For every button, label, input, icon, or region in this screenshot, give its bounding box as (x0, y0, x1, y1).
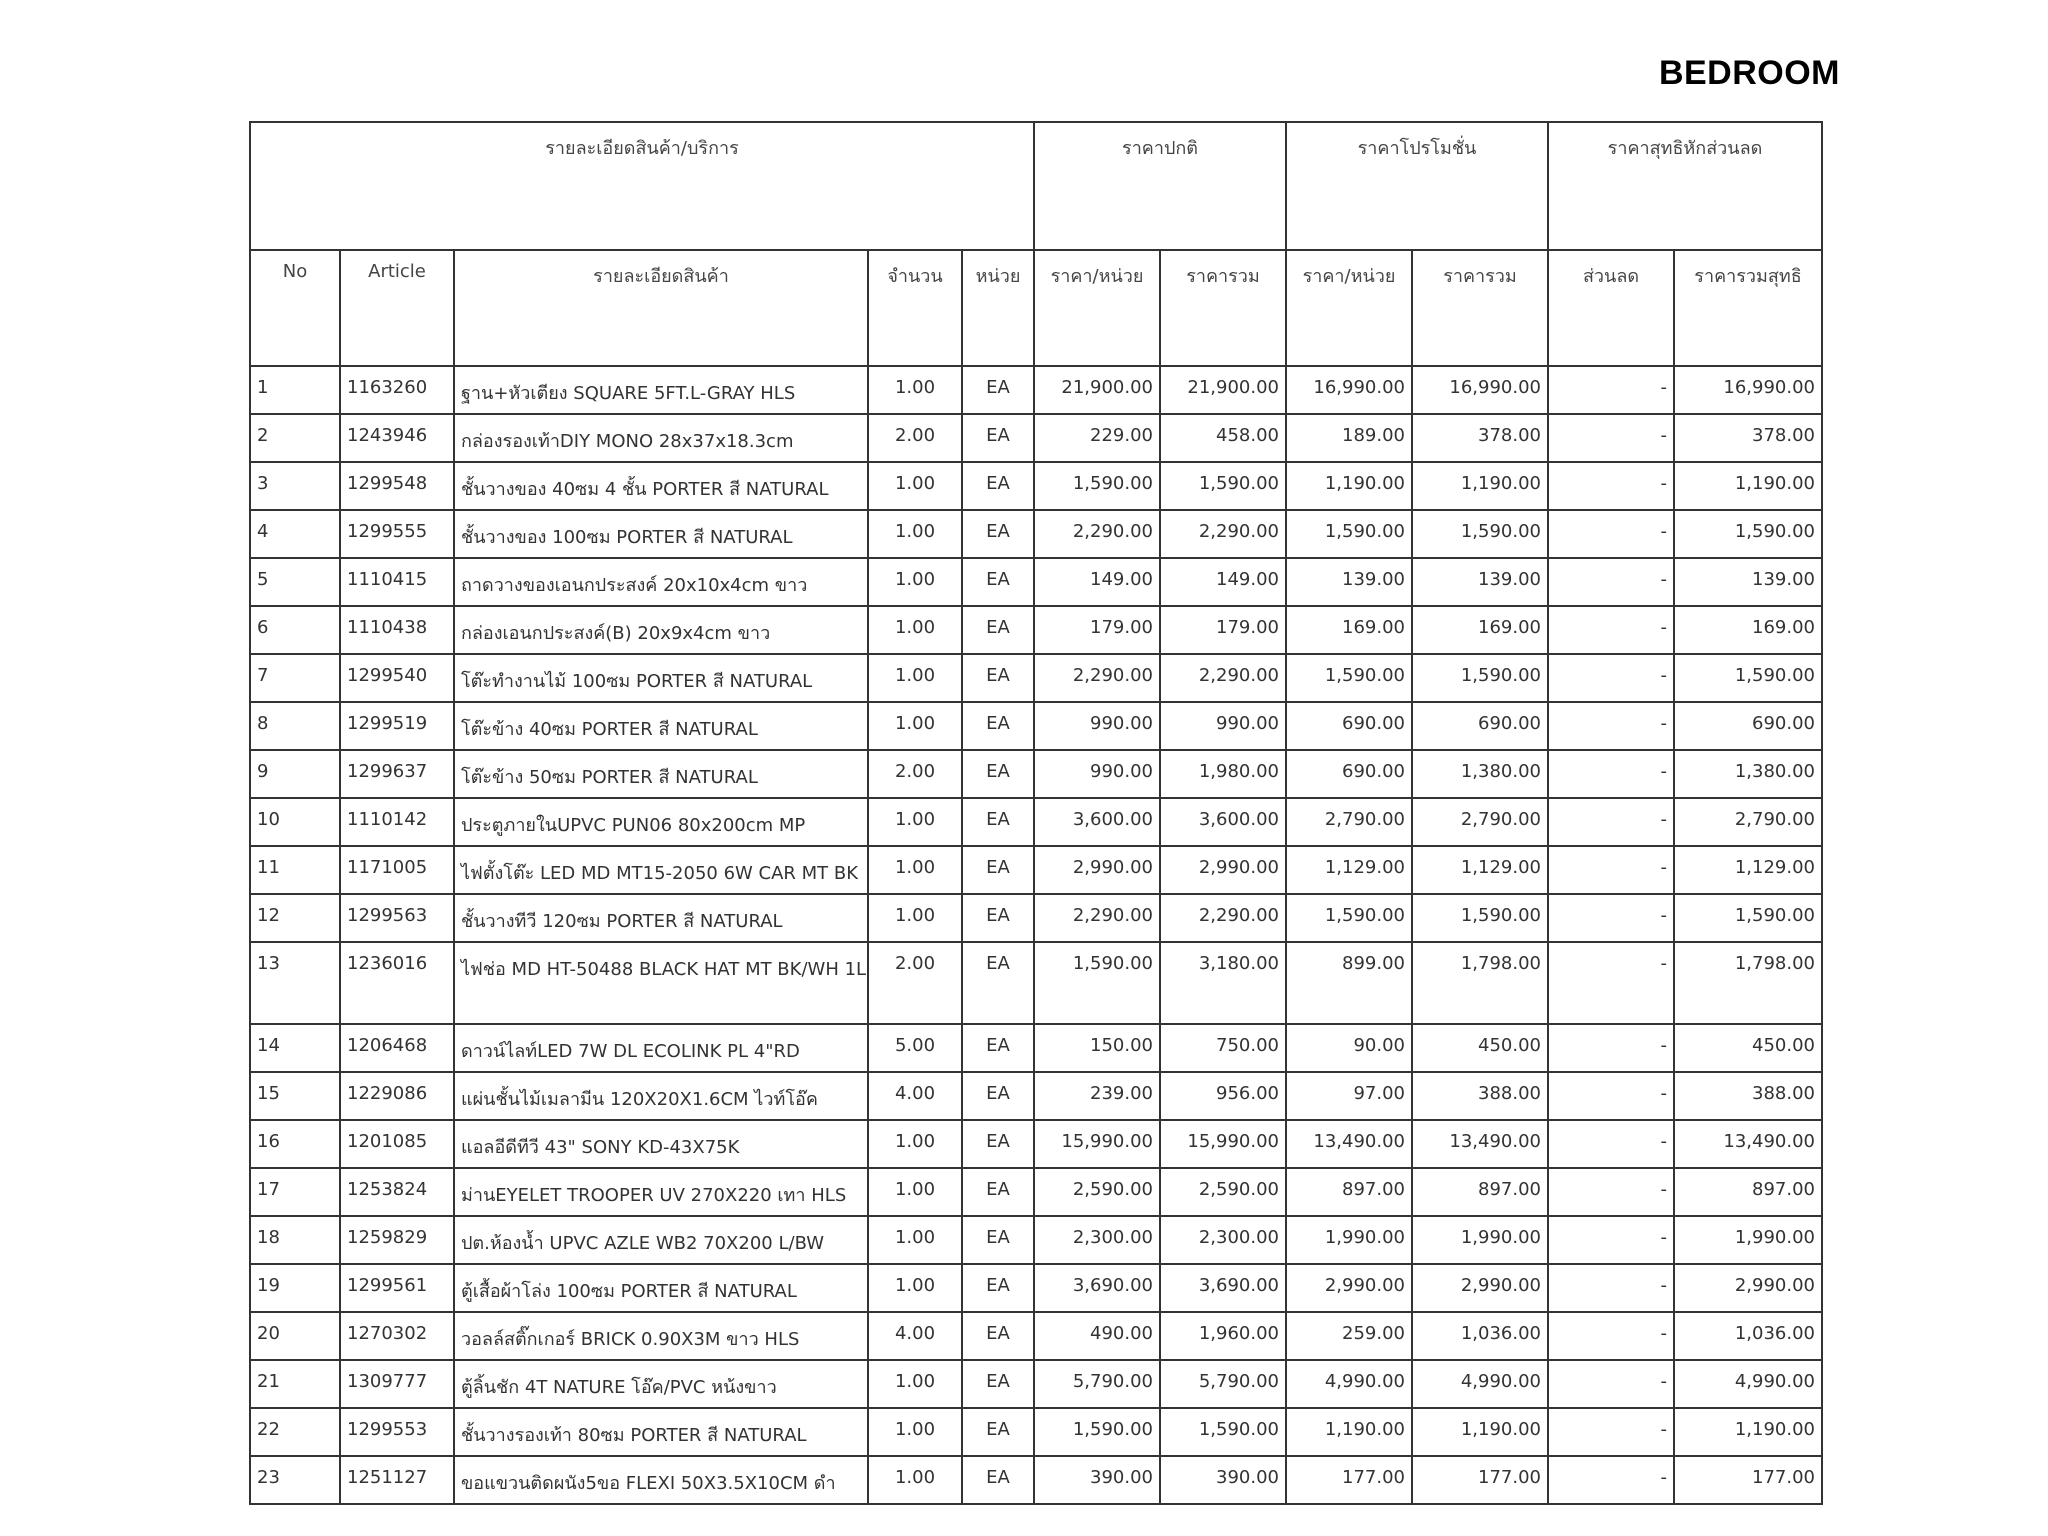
cell-normal-unit-price: 390.00 (1034, 1456, 1160, 1504)
cell-discount: - (1548, 1408, 1674, 1456)
cell-unit: EA (962, 558, 1034, 606)
cell-no: 20 (250, 1312, 340, 1360)
group-header-row (250, 122, 1822, 250)
cell-promo-unit-price: 16,990.00 (1286, 366, 1412, 414)
cell-unit: EA (962, 942, 1034, 1024)
cell-normal-total: 2,290.00 (1160, 894, 1286, 942)
cell-discount: - (1548, 1264, 1674, 1312)
cell-unit: EA (962, 894, 1034, 942)
cell-normal-unit-price: 2,990.00 (1034, 846, 1160, 894)
cell-unit: EA (962, 750, 1034, 798)
cell-promo-total: 1,590.00 (1412, 654, 1548, 702)
cell-no: 23 (250, 1456, 340, 1504)
cell-promo-unit-price: 2,790.00 (1286, 798, 1412, 846)
column-header-qty: จำนวน (868, 250, 962, 366)
cell-net-total: 2,990.00 (1674, 1264, 1822, 1312)
cell-article: 1243946 (340, 414, 454, 462)
cell-promo-unit-price: 1,190.00 (1286, 462, 1412, 510)
cell-normal-total: 1,960.00 (1160, 1312, 1286, 1360)
cell-normal-unit-price: 2,300.00 (1034, 1216, 1160, 1264)
cell-description: ไฟตั้งโต๊ะ LED MD MT15-2050 6W CAR MT BK (454, 846, 868, 894)
cell-no: 14 (250, 1024, 340, 1072)
cell-discount: - (1548, 462, 1674, 510)
cell-net-total: 13,490.00 (1674, 1120, 1822, 1168)
cell-normal-unit-price: 990.00 (1034, 702, 1160, 750)
cell-normal-total: 21,900.00 (1160, 366, 1286, 414)
cell-no: 4 (250, 510, 340, 558)
cell-article: 1163260 (340, 366, 454, 414)
cell-qty: 1.00 (868, 1216, 962, 1264)
column-header-unit: หน่วย (962, 250, 1034, 366)
cell-qty: 1.00 (868, 558, 962, 606)
cell-no: 1 (250, 366, 340, 414)
cell-unit: EA (962, 1168, 1034, 1216)
cell-promo-unit-price: 177.00 (1286, 1456, 1412, 1504)
cell-article: 1299555 (340, 510, 454, 558)
column-header-normal-unit-price: ราคา/หน่วย (1034, 250, 1160, 366)
cell-description: ประตูภายในUPVC PUN06 80x200cm MP (454, 798, 868, 846)
cell-promo-total: 897.00 (1412, 1168, 1548, 1216)
column-header-normal-total: ราคารวม (1160, 250, 1286, 366)
cell-normal-unit-price: 2,290.00 (1034, 510, 1160, 558)
cell-article: 1236016 (340, 942, 454, 1024)
cell-article: 1201085 (340, 1120, 454, 1168)
group-header-normal-price: ราคาปกติ (1034, 122, 1286, 250)
cell-normal-unit-price: 149.00 (1034, 558, 1160, 606)
cell-qty: 2.00 (868, 414, 962, 462)
cell-article: 1299561 (340, 1264, 454, 1312)
cell-discount: - (1548, 510, 1674, 558)
cell-discount: - (1548, 654, 1674, 702)
cell-discount: - (1548, 558, 1674, 606)
cell-unit: EA (962, 1024, 1034, 1072)
cell-unit: EA (962, 414, 1034, 462)
cell-net-total: 1,990.00 (1674, 1216, 1822, 1264)
cell-promo-unit-price: 1,590.00 (1286, 894, 1412, 942)
cell-promo-total: 378.00 (1412, 414, 1548, 462)
cell-qty: 2.00 (868, 750, 962, 798)
cell-promo-unit-price: 259.00 (1286, 1312, 1412, 1360)
cell-qty: 1.00 (868, 1264, 962, 1312)
table-row (250, 558, 1822, 606)
cell-unit: EA (962, 366, 1034, 414)
cell-description: กล่องเอนกประสงค์(B) 20x9x4cm ขาว (454, 606, 868, 654)
table-row (250, 462, 1822, 510)
cell-no: 9 (250, 750, 340, 798)
cell-promo-total: 2,990.00 (1412, 1264, 1548, 1312)
cell-qty: 1.00 (868, 702, 962, 750)
cell-promo-unit-price: 1,190.00 (1286, 1408, 1412, 1456)
cell-no: 5 (250, 558, 340, 606)
cell-net-total: 690.00 (1674, 702, 1822, 750)
cell-promo-total: 1,590.00 (1412, 510, 1548, 558)
cell-qty: 4.00 (868, 1312, 962, 1360)
cell-promo-unit-price: 899.00 (1286, 942, 1412, 1024)
cell-article: 1309777 (340, 1360, 454, 1408)
cell-promo-unit-price: 13,490.00 (1286, 1120, 1412, 1168)
cell-promo-total: 1,036.00 (1412, 1312, 1548, 1360)
cell-article: 1110415 (340, 558, 454, 606)
cell-promo-total: 1,190.00 (1412, 462, 1548, 510)
cell-normal-total: 990.00 (1160, 702, 1286, 750)
cell-description: ชั้นวางรองเท้า 80ซม PORTER สี NATURAL (454, 1408, 868, 1456)
table-body (250, 366, 1822, 1504)
table-row (250, 1360, 1822, 1408)
cell-normal-total: 1,590.00 (1160, 462, 1286, 510)
cell-net-total: 378.00 (1674, 414, 1822, 462)
cell-promo-total: 177.00 (1412, 1456, 1548, 1504)
cell-promo-total: 1,380.00 (1412, 750, 1548, 798)
cell-discount: - (1548, 1168, 1674, 1216)
cell-qty: 1.00 (868, 1408, 962, 1456)
cell-discount: - (1548, 1024, 1674, 1072)
cell-net-total: 16,990.00 (1674, 366, 1822, 414)
cell-promo-unit-price: 90.00 (1286, 1024, 1412, 1072)
cell-qty: 1.00 (868, 894, 962, 942)
cell-description: โต๊ะข้าง 50ซม PORTER สี NATURAL (454, 750, 868, 798)
cell-qty: 1.00 (868, 846, 962, 894)
table-row (250, 1312, 1822, 1360)
cell-discount: - (1548, 366, 1674, 414)
cell-promo-total: 1,129.00 (1412, 846, 1548, 894)
cell-unit: EA (962, 1216, 1034, 1264)
table-row (250, 1024, 1822, 1072)
cell-discount: - (1548, 1312, 1674, 1360)
cell-normal-total: 458.00 (1160, 414, 1286, 462)
cell-net-total: 1,380.00 (1674, 750, 1822, 798)
cell-normal-unit-price: 2,590.00 (1034, 1168, 1160, 1216)
cell-description: ไฟช่อ MD HT-50488 BLACK HAT MT BK/WH 1L (454, 942, 868, 1024)
cell-article: 1299519 (340, 702, 454, 750)
cell-qty: 1.00 (868, 366, 962, 414)
cell-normal-total: 3,690.00 (1160, 1264, 1286, 1312)
cell-promo-unit-price: 4,990.00 (1286, 1360, 1412, 1408)
cell-promo-unit-price: 97.00 (1286, 1072, 1412, 1120)
cell-promo-unit-price: 1,590.00 (1286, 654, 1412, 702)
cell-qty: 1.00 (868, 1456, 962, 1504)
cell-promo-total: 169.00 (1412, 606, 1548, 654)
cell-normal-total: 2,300.00 (1160, 1216, 1286, 1264)
cell-net-total: 177.00 (1674, 1456, 1822, 1504)
column-header-article: Article (340, 250, 454, 366)
cell-promo-unit-price: 139.00 (1286, 558, 1412, 606)
cell-normal-unit-price: 2,290.00 (1034, 894, 1160, 942)
cell-unit: EA (962, 1408, 1034, 1456)
table-row (250, 942, 1822, 1024)
cell-normal-unit-price: 990.00 (1034, 750, 1160, 798)
cell-no: 6 (250, 606, 340, 654)
cell-normal-total: 15,990.00 (1160, 1120, 1286, 1168)
cell-normal-unit-price: 21,900.00 (1034, 366, 1160, 414)
cell-promo-unit-price: 2,990.00 (1286, 1264, 1412, 1312)
cell-normal-unit-price: 1,590.00 (1034, 1408, 1160, 1456)
cell-no: 13 (250, 942, 340, 1024)
cell-description: แผ่นชั้นไม้เมลามีน 120X20X1.6CM ไวท์โอ๊ค (454, 1072, 868, 1120)
cell-normal-unit-price: 179.00 (1034, 606, 1160, 654)
cell-no: 15 (250, 1072, 340, 1120)
column-header-promo-total: ราคารวม (1412, 250, 1548, 366)
cell-normal-total: 149.00 (1160, 558, 1286, 606)
cell-qty: 1.00 (868, 798, 962, 846)
cell-article: 1299540 (340, 654, 454, 702)
cell-qty: 5.00 (868, 1024, 962, 1072)
cell-normal-total: 3,180.00 (1160, 942, 1286, 1024)
cell-normal-unit-price: 490.00 (1034, 1312, 1160, 1360)
cell-promo-unit-price: 169.00 (1286, 606, 1412, 654)
cell-normal-unit-price: 1,590.00 (1034, 462, 1160, 510)
cell-promo-total: 2,790.00 (1412, 798, 1548, 846)
table-row (250, 798, 1822, 846)
table-row (250, 366, 1822, 414)
cell-unit: EA (962, 462, 1034, 510)
cell-normal-unit-price: 3,690.00 (1034, 1264, 1160, 1312)
cell-net-total: 1,190.00 (1674, 1408, 1822, 1456)
table-row (250, 1072, 1822, 1120)
cell-unit: EA (962, 606, 1034, 654)
table-row (250, 1264, 1822, 1312)
cell-net-total: 169.00 (1674, 606, 1822, 654)
table-row (250, 894, 1822, 942)
table-row (250, 750, 1822, 798)
cell-normal-unit-price: 3,600.00 (1034, 798, 1160, 846)
column-header-net-total: ราคารวมสุทธิ (1674, 250, 1822, 366)
column-header-discount: ส่วนลด (1548, 250, 1674, 366)
cell-no: 2 (250, 414, 340, 462)
cell-no: 3 (250, 462, 340, 510)
cell-qty: 1.00 (868, 1120, 962, 1168)
cell-no: 12 (250, 894, 340, 942)
cell-net-total: 1,590.00 (1674, 654, 1822, 702)
cell-unit: EA (962, 1456, 1034, 1504)
cell-discount: - (1548, 1456, 1674, 1504)
cell-normal-total: 179.00 (1160, 606, 1286, 654)
cell-unit: EA (962, 1312, 1034, 1360)
cell-no: 10 (250, 798, 340, 846)
cell-description: ชั้นวางทีวี 120ซม PORTER สี NATURAL (454, 894, 868, 942)
cell-discount: - (1548, 1360, 1674, 1408)
cell-normal-total: 2,290.00 (1160, 510, 1286, 558)
cell-unit: EA (962, 798, 1034, 846)
cell-qty: 1.00 (868, 1168, 962, 1216)
cell-unit: EA (962, 654, 1034, 702)
table-row (250, 702, 1822, 750)
cell-unit: EA (962, 1072, 1034, 1120)
cell-promo-total: 450.00 (1412, 1024, 1548, 1072)
cell-article: 1299637 (340, 750, 454, 798)
table-row (250, 1120, 1822, 1168)
cell-qty: 1.00 (868, 606, 962, 654)
table-row (250, 414, 1822, 462)
cell-net-total: 1,036.00 (1674, 1312, 1822, 1360)
cell-unit: EA (962, 1120, 1034, 1168)
table-row (250, 1216, 1822, 1264)
cell-promo-unit-price: 189.00 (1286, 414, 1412, 462)
cell-promo-unit-price: 690.00 (1286, 750, 1412, 798)
cell-article: 1253824 (340, 1168, 454, 1216)
cell-article: 1299553 (340, 1408, 454, 1456)
cell-discount: - (1548, 942, 1674, 1024)
cell-promo-total: 4,990.00 (1412, 1360, 1548, 1408)
table-row (250, 510, 1822, 558)
cell-description: กล่องรองเท้าDIY MONO 28x37x18.3cm (454, 414, 868, 462)
cell-net-total: 2,790.00 (1674, 798, 1822, 846)
cell-net-total: 1,190.00 (1674, 462, 1822, 510)
cell-unit: EA (962, 1264, 1034, 1312)
cell-description: ม่านEYELET TROOPER UV 270X220 เทา HLS (454, 1168, 868, 1216)
cell-description: ขอแขวนติดผนัง5ขอ FLEXI 50X3.5X10CM ดำ (454, 1456, 868, 1504)
column-header-promo-unit-price: ราคา/หน่วย (1286, 250, 1412, 366)
cell-normal-total: 1,590.00 (1160, 1408, 1286, 1456)
cell-article: 1110142 (340, 798, 454, 846)
cell-normal-total: 2,290.00 (1160, 654, 1286, 702)
cell-discount: - (1548, 606, 1674, 654)
price-table (249, 121, 1823, 1505)
cell-promo-total: 16,990.00 (1412, 366, 1548, 414)
cell-description: วอลล์สติ๊กเกอร์ BRICK 0.90X3M ขาว HLS (454, 1312, 868, 1360)
cell-discount: - (1548, 798, 1674, 846)
cell-discount: - (1548, 414, 1674, 462)
cell-normal-unit-price: 2,290.00 (1034, 654, 1160, 702)
cell-promo-unit-price: 690.00 (1286, 702, 1412, 750)
cell-article: 1251127 (340, 1456, 454, 1504)
cell-net-total: 139.00 (1674, 558, 1822, 606)
cell-promo-total: 1,190.00 (1412, 1408, 1548, 1456)
cell-article: 1270302 (340, 1312, 454, 1360)
cell-unit: EA (962, 510, 1034, 558)
cell-no: 22 (250, 1408, 340, 1456)
cell-qty: 1.00 (868, 654, 962, 702)
cell-description: ตู้ลิ้นชัก 4T NATURE โอ๊ค/PVC หน้งขาว (454, 1360, 868, 1408)
cell-promo-total: 1,798.00 (1412, 942, 1548, 1024)
cell-no: 16 (250, 1120, 340, 1168)
table-row (250, 1408, 1822, 1456)
cell-article: 1171005 (340, 846, 454, 894)
cell-qty: 1.00 (868, 510, 962, 558)
cell-no: 18 (250, 1216, 340, 1264)
cell-normal-unit-price: 5,790.00 (1034, 1360, 1160, 1408)
cell-normal-total: 1,980.00 (1160, 750, 1286, 798)
group-header-net-price: ราคาสุทธิหักส่วนลด (1548, 122, 1822, 250)
cell-normal-unit-price: 1,590.00 (1034, 942, 1160, 1024)
cell-article: 1110438 (340, 606, 454, 654)
column-header-description: รายละเอียดสินค้า (454, 250, 868, 366)
cell-net-total: 1,590.00 (1674, 894, 1822, 942)
cell-no: 7 (250, 654, 340, 702)
cell-normal-total: 2,990.00 (1160, 846, 1286, 894)
cell-description: โต๊ะทำงานไม้ 100ซม PORTER สี NATURAL (454, 654, 868, 702)
cell-discount: - (1548, 894, 1674, 942)
cell-description: แอลอีดีทีวี 43" SONY KD-43X75K (454, 1120, 868, 1168)
cell-description: ปต.ห้องน้ำ UPVC AZLE WB2 70X200 L/BW (454, 1216, 868, 1264)
cell-promo-unit-price: 1,129.00 (1286, 846, 1412, 894)
cell-qty: 1.00 (868, 462, 962, 510)
cell-net-total: 1,798.00 (1674, 942, 1822, 1024)
cell-no: 11 (250, 846, 340, 894)
cell-discount: - (1548, 750, 1674, 798)
cell-normal-total: 956.00 (1160, 1072, 1286, 1120)
cell-description: ฐาน+หัวเตียง SQUARE 5FT.L-GRAY HLS (454, 366, 868, 414)
cell-promo-total: 690.00 (1412, 702, 1548, 750)
table-row (250, 1456, 1822, 1504)
cell-discount: - (1548, 702, 1674, 750)
cell-article: 1229086 (340, 1072, 454, 1120)
cell-discount: - (1548, 1120, 1674, 1168)
cell-description: ถาดวางของเอนกประสงค์ 20x10x4cm ขาว (454, 558, 868, 606)
cell-net-total: 450.00 (1674, 1024, 1822, 1072)
cell-normal-unit-price: 229.00 (1034, 414, 1160, 462)
cell-discount: - (1548, 846, 1674, 894)
cell-normal-total: 2,590.00 (1160, 1168, 1286, 1216)
cell-net-total: 1,590.00 (1674, 510, 1822, 558)
group-header-promo-price: ราคาโปรโมชั่น (1286, 122, 1548, 250)
cell-normal-total: 390.00 (1160, 1456, 1286, 1504)
cell-normal-unit-price: 239.00 (1034, 1072, 1160, 1120)
cell-discount: - (1548, 1072, 1674, 1120)
cell-qty: 1.00 (868, 1360, 962, 1408)
cell-description: ชั้นวางของ 100ซม PORTER สี NATURAL (454, 510, 868, 558)
cell-net-total: 897.00 (1674, 1168, 1822, 1216)
table-row (250, 1168, 1822, 1216)
column-header-row (250, 250, 1822, 366)
cell-normal-total: 3,600.00 (1160, 798, 1286, 846)
column-header-no: No (250, 250, 340, 366)
cell-unit: EA (962, 1360, 1034, 1408)
cell-promo-total: 1,990.00 (1412, 1216, 1548, 1264)
cell-net-total: 388.00 (1674, 1072, 1822, 1120)
cell-article: 1299563 (340, 894, 454, 942)
cell-description: ตู้เสื้อผ้าโล่ง 100ซม PORTER สี NATURAL (454, 1264, 868, 1312)
cell-normal-total: 5,790.00 (1160, 1360, 1286, 1408)
cell-normal-unit-price: 15,990.00 (1034, 1120, 1160, 1168)
group-header-details: รายละเอียดสินค้า/บริการ (250, 122, 1034, 250)
table-row (250, 654, 1822, 702)
cell-no: 21 (250, 1360, 340, 1408)
cell-promo-unit-price: 897.00 (1286, 1168, 1412, 1216)
cell-qty: 4.00 (868, 1072, 962, 1120)
table-row (250, 846, 1822, 894)
cell-promo-total: 388.00 (1412, 1072, 1548, 1120)
cell-article: 1299548 (340, 462, 454, 510)
cell-no: 19 (250, 1264, 340, 1312)
cell-promo-total: 13,490.00 (1412, 1120, 1548, 1168)
cell-no: 17 (250, 1168, 340, 1216)
page-title: BEDROOM (1658, 54, 1840, 92)
cell-discount: - (1548, 1216, 1674, 1264)
cell-promo-total: 1,590.00 (1412, 894, 1548, 942)
cell-article: 1259829 (340, 1216, 454, 1264)
cell-description: ชั้นวางของ 40ซม 4 ชั้น PORTER สี NATURAL (454, 462, 868, 510)
cell-unit: EA (962, 846, 1034, 894)
cell-description: ดาวน์ไลท์LED 7W DL ECOLINK PL 4"RD (454, 1024, 868, 1072)
cell-net-total: 1,129.00 (1674, 846, 1822, 894)
cell-article: 1206468 (340, 1024, 454, 1072)
cell-promo-unit-price: 1,590.00 (1286, 510, 1412, 558)
cell-promo-unit-price: 1,990.00 (1286, 1216, 1412, 1264)
table-row (250, 606, 1822, 654)
cell-normal-unit-price: 150.00 (1034, 1024, 1160, 1072)
cell-promo-total: 139.00 (1412, 558, 1548, 606)
cell-net-total: 4,990.00 (1674, 1360, 1822, 1408)
cell-description: โต๊ะข้าง 40ซม PORTER สี NATURAL (454, 702, 868, 750)
cell-qty: 2.00 (868, 942, 962, 1024)
cell-normal-total: 750.00 (1160, 1024, 1286, 1072)
cell-no: 8 (250, 702, 340, 750)
cell-unit: EA (962, 702, 1034, 750)
